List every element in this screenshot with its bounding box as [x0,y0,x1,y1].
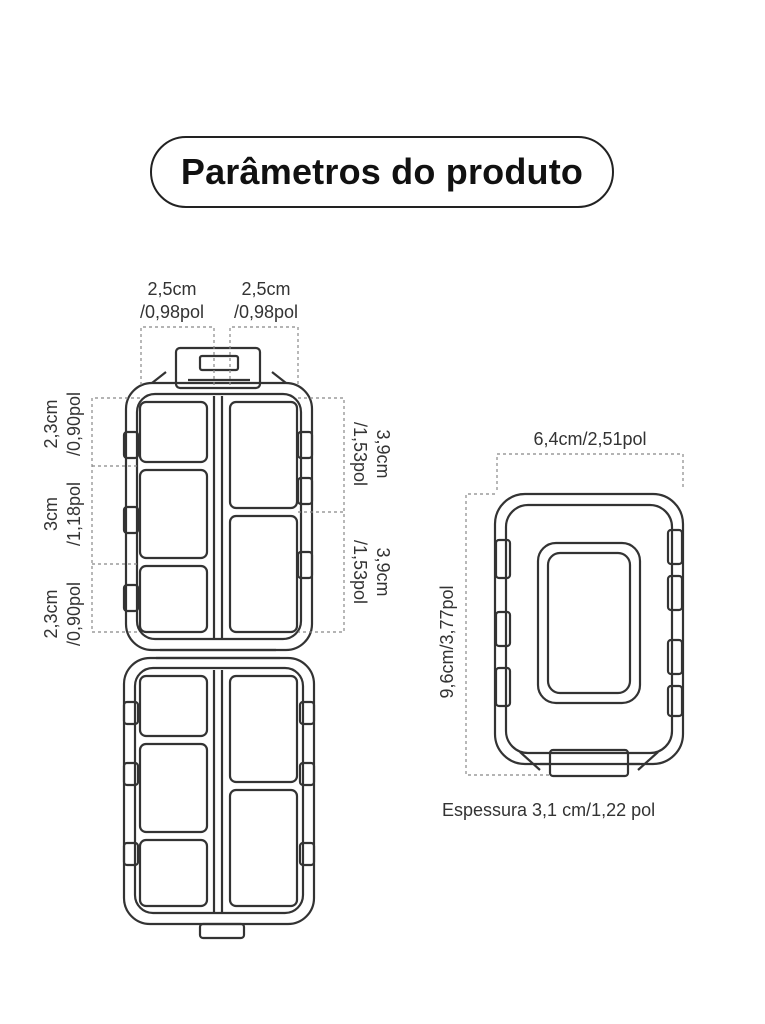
open-case-top-half [124,348,312,650]
compartment [140,470,207,558]
compartment [230,402,297,508]
compartment [140,566,207,632]
height-label-left-bottom: 2,3cm /0,90pol [41,581,84,647]
width-label-right: 2,5cm /0,98pol [233,279,299,322]
closed-case-height-label: 9,6cm/3,77pol [437,585,457,699]
closed-case [495,494,683,776]
compartment [140,402,207,462]
open-case-bottom-half [124,658,314,938]
thickness-caption: Espessura 3,1 cm/1,22 pol [442,800,656,820]
case-window [538,543,640,703]
compartment [230,516,297,632]
width-label-left: 2,5cm /0,98pol [139,279,205,322]
compartment [140,840,207,906]
compartment [230,676,297,782]
closed-case-width-label: 6,4cm/2,51pol [533,429,647,449]
bottom-latch [200,924,244,938]
height-label-left-top: 2,3cm /0,90pol [41,391,84,457]
height-label-right-bottom: 3,9cm /1,53pol [350,539,393,605]
compartment [230,790,297,906]
height-label-left-middle: 3cm /1,18pol [41,481,84,547]
compartment [140,744,207,832]
page-title: Parâmetros do produto [180,151,584,192]
height-label-right-top: 3,9cm /1,53pol [350,421,393,487]
compartment [140,676,207,736]
closed-case-outer-shell [495,494,683,764]
